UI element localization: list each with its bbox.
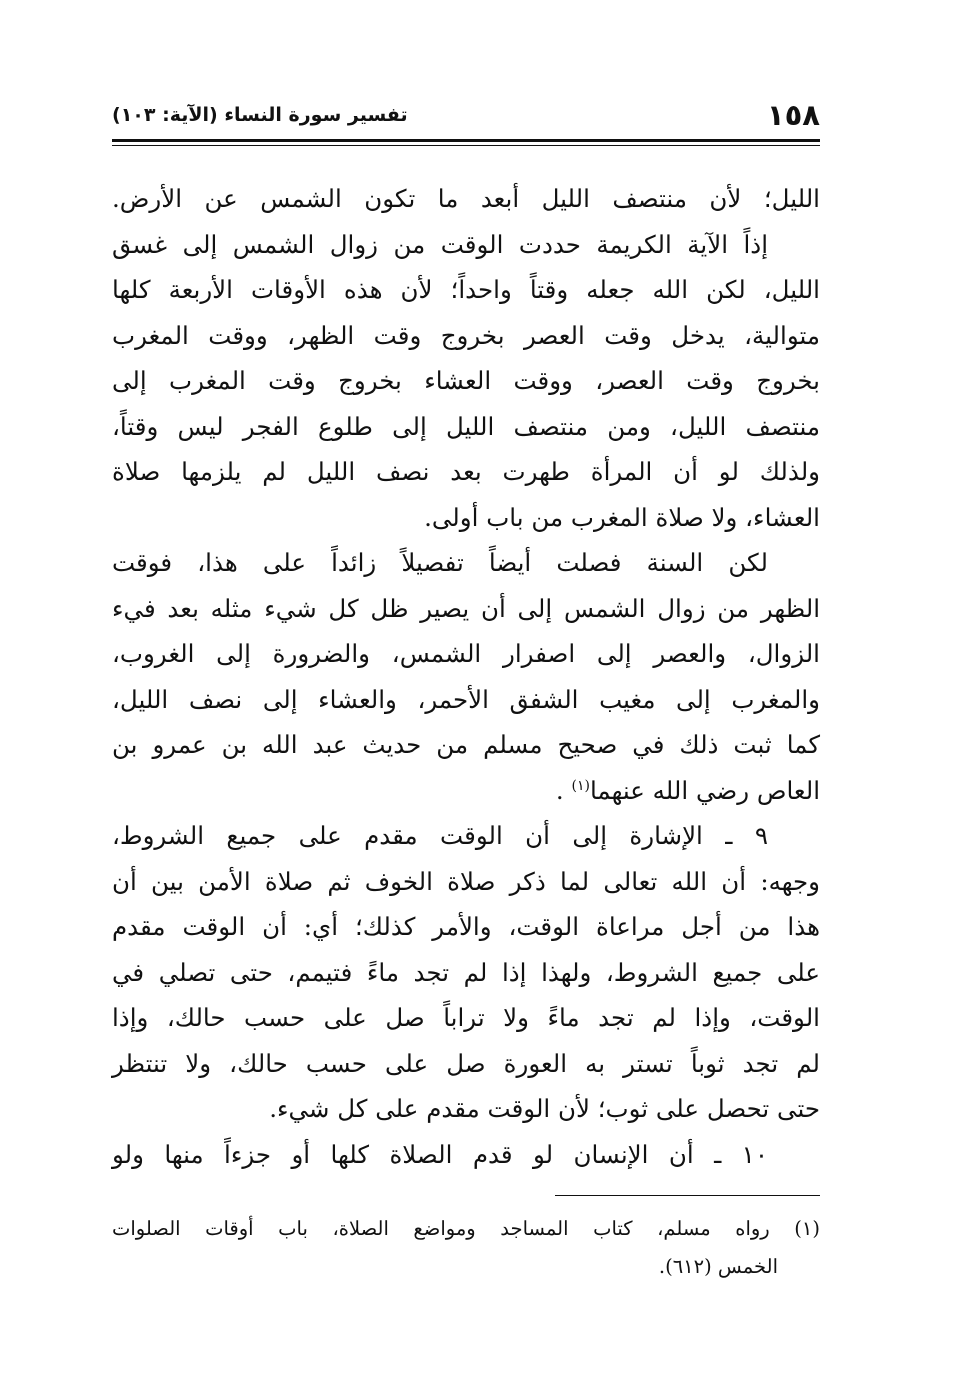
text-line: حتى تحصل على ثوب؛ لأن الوقت مقدم على كل شيء. bbox=[269, 1094, 820, 1123]
header-rule-thin bbox=[112, 145, 820, 146]
text-line: الليل؛ لأن منتصف الليل أبعد ما تكون الشمس عن الأرض. bbox=[112, 184, 820, 213]
footnotes bbox=[112, 1210, 820, 1286]
running-title: تفسير سورة النساء (الآية: ١٠٣) bbox=[112, 104, 408, 126]
text-line: والمغرب إلى مغيب الشفق الأحمر، والعشاء إلى نصف الليل، bbox=[112, 684, 820, 714]
footnote-line: الخمس (٦١٢). bbox=[658, 1255, 778, 1278]
text-segment: العاص رضي الله عنهما bbox=[589, 775, 820, 805]
text-line: الوقت، وإذا لم تجد ماءً ولا تراباً صل على حسب حالك، وإذا bbox=[112, 1003, 820, 1032]
text-line: العشاء، ولا صلاة المغرب من باب أولى. bbox=[424, 502, 820, 532]
text-line: ولذلك لو أن المرأة طهرت بعد نصف الليل لم يلزمها صلاة bbox=[112, 457, 820, 486]
header-rule-thick bbox=[112, 139, 820, 142]
text-line-with-footnote bbox=[112, 768, 820, 814]
text-line: الزوال، والعصر إلى اصفرار الشمس، والضرورة إلى الغروب، bbox=[112, 639, 820, 668]
text-line: وجهه: أن الله تعالى لما ذكر صلاة الخوف ثم صلاة الأمن بين أن bbox=[112, 866, 820, 896]
text-line: بخروج وقت العصر، ووقت العشاء بخروج وقت المغرب إلى bbox=[112, 366, 820, 395]
footnote-line: (١) رواه مسلم، كتاب المساجد ومواضع الصلاة، باب أوقات الصلوات bbox=[112, 1217, 820, 1240]
footnote-reference: (١) bbox=[571, 777, 590, 794]
text-line: الليل، لكن الله جعله وقتاً واحداً؛ لأن هذه الأوقات الأربعة كلها bbox=[112, 275, 820, 304]
body-text bbox=[112, 176, 820, 1177]
page-number: ١٥٨ bbox=[766, 98, 820, 132]
footnote-separator bbox=[555, 1195, 820, 1196]
text-line: على جميع الشروط، ولهذا إذا لم تجد ماءً فتيمم، حتى تصلي في bbox=[112, 957, 820, 987]
text-line: ٩ ـ الإشارة إلى أن الوقت مقدم على جميع الشروط، bbox=[112, 821, 768, 850]
text-line: منتصف الليل، ومن منتصف الليل إلى طلوع الفجر ليس وقتاً، bbox=[112, 411, 820, 441]
page-header bbox=[112, 96, 820, 136]
text-line: الظهر من زوال الشمس إلى أن يصير ظل كل شيء مثله بعد فيء bbox=[112, 593, 820, 623]
text-line: متوالية، يدخل وقت العصر بخروج وقت الظهر، ووقت المغرب bbox=[112, 320, 820, 350]
text-line: كما ثبت ذلك في صحيح مسلم من حديث عبد الله بن عمرو بن bbox=[112, 730, 820, 759]
text-segment: . bbox=[555, 775, 564, 805]
text-line: لم تجد ثوباً تستر به العورة صل على حسب حالك، ولا تنتظر bbox=[112, 1048, 820, 1078]
text-line: إذاً الآية الكريمة حددت الوقت من زوال الشمس إلى غسق bbox=[112, 229, 768, 259]
text-line: هذا من أجل مراعاة الوقت، والأمر كذلك؛ أي: أن الوقت مقدم bbox=[112, 912, 820, 941]
text-line: لكن السنة فصلت أيضاً تفصيلاً زائداً على هذا، فوقت bbox=[112, 548, 768, 577]
text-line: ١٠ ـ أن الإنسان لو قدم الصلاة كلها أو جزءاً منها ولو bbox=[112, 1139, 768, 1169]
